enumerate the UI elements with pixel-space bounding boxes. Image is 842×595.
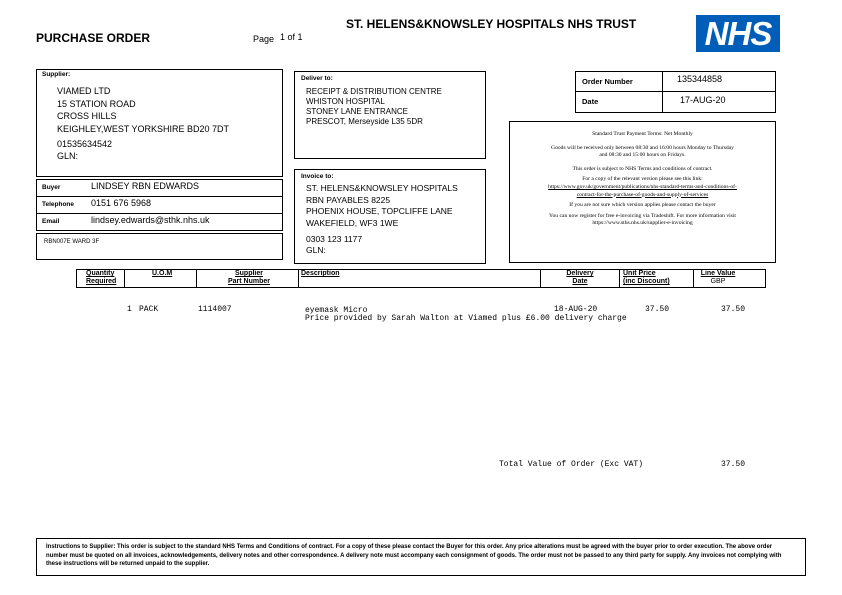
supplier-phone: 01535634542 (57, 139, 113, 149)
header-divider (124, 269, 125, 288)
total-label: Total Value of Order (Exc VAT) (499, 460, 644, 469)
col-uom: U.O.M (152, 270, 173, 277)
col-part-line2: Part Number (227, 278, 270, 285)
row-quantity: 1 (127, 305, 132, 314)
col-price-line2: (inc Discount) (623, 278, 670, 285)
buyer-row-divider (36, 196, 283, 197)
supplier-instructions: Instructions to Supplier: This order is subject to the standard NHS Terms and Conditions of contract. For a copy of these please contact the Buyer for this order. Any price alterations must be agreed with the buyer prior to order execution. The above order number must be quoted on all invoices, acknowledgements, delivery notes and other correspondence. A delivery note must accompany each consignment of goods. The order must not be passed to any third party for supply. Any invoices not complying with these instructions will be returned unpaid to the supplier. (46, 544, 782, 567)
email-label: Email (42, 218, 60, 225)
buyer-email[interactable]: lindsey.edwards@sthk.nhs.uk (91, 215, 210, 225)
deliver-address (306, 87, 442, 127)
invoice-line: WAKEFIELD, WF3 1WE (306, 217, 399, 228)
total-value: 37.50 (721, 460, 746, 469)
order-date-label: Date (582, 97, 599, 106)
page-number: 1 of 1 (280, 32, 303, 42)
buyer-label: Buyer (42, 184, 61, 191)
page-label: Page (253, 34, 275, 44)
terms-line: If you are not sure which version applies please contact the buyer (569, 202, 716, 209)
buyer-telephone: 0151 676 5968 (91, 198, 152, 208)
col-quantity-line2: Required (86, 278, 117, 285)
header-divider (693, 269, 694, 288)
terms-line: and 08:30 and 15:00 hours on Fridays. (599, 152, 686, 159)
terms-link[interactable]: contract-for-the-purchase-of-goods-and-supply-of-services (576, 191, 709, 198)
header-divider (298, 269, 299, 288)
order-info-divider (575, 91, 776, 92)
nhs-logo: NHS (696, 15, 780, 52)
order-info-divider (662, 71, 663, 113)
header-divider (619, 269, 620, 288)
supplier-line: VIAMED LTD (57, 86, 111, 96)
col-part-number (222, 270, 276, 286)
row-part-number: 1114007 (198, 305, 232, 314)
col-price-line1: Unit Price (623, 270, 656, 277)
header-divider (540, 269, 541, 288)
col-line-value (697, 270, 739, 286)
telephone-label: Telephone (42, 201, 75, 208)
supplier-address (57, 85, 229, 135)
col-unit-price (623, 270, 670, 286)
col-description: Description (301, 270, 340, 277)
row-line-value: 37.50 (721, 305, 746, 314)
header-divider (196, 269, 197, 288)
invoice-address (306, 183, 458, 229)
deliver-line: RECEIPT & DISTRIBUTION CENTRE (306, 87, 442, 96)
reference-box (36, 233, 283, 260)
deliver-label: Deliver to: (301, 75, 333, 82)
trust-name: ST. HELENS&KNOWSLEY HOSPITALS NHS TRUST (346, 17, 637, 31)
supplier-line: CROSS HILLS (57, 111, 117, 121)
col-line-line2: GBP (710, 278, 726, 285)
row-uom: PACK (139, 305, 159, 314)
col-delivery-line2: Date (572, 278, 588, 285)
terms-line: You can now register for free e-invoicing via Tradeshift. For more information visit (549, 212, 736, 219)
supplier-line: 15 STATION ROAD (57, 98, 136, 109)
row-description-note: Price provided by Sarah Walton at Viamed plus £6.00 delivery charge (305, 314, 627, 323)
terms-link[interactable]: https://www.sths.nhs.uk/supplier-e-invoicing (592, 220, 693, 227)
deliver-line: WHISTON HOSPITAL (306, 97, 385, 106)
col-delivery-date (563, 270, 597, 286)
row-unit-price: 37.50 (645, 305, 670, 314)
order-number-label: Order Number (582, 77, 633, 86)
col-line-line1: Line Value (700, 270, 736, 277)
deliver-line: STONEY LANE ENTRANCE (306, 107, 408, 116)
row-delivery-date: 18-AUG-20 (554, 305, 598, 314)
buyer-row-divider (36, 213, 283, 214)
col-delivery-line1: Delivery (566, 270, 594, 277)
terms-link[interactable]: https://www.gov.uk/government/publications/nhs-standard-terms-and-conditions-of- (548, 183, 737, 190)
invoice-line: RBN PAYABLES 8225 (306, 194, 391, 205)
terms-line: This order is subject to NHS Terms and conditions of contract. (572, 165, 713, 172)
terms-line: Goods will be received only between 08:30 and 16:00 hours Monday to Thursday (551, 144, 734, 151)
supplier-gln: GLN: (57, 151, 79, 161)
col-quantity (86, 270, 120, 286)
invoice-line: PHOENIX HOUSE, TOPCLIFFE LANE (306, 206, 453, 216)
supplier-label: Supplier: (42, 71, 71, 78)
deliver-line: PRESCOT, Merseyside L35 5DR (306, 117, 423, 126)
col-quantity-line1: Quantity (86, 270, 115, 277)
row-description: eyemask Micro (305, 306, 368, 315)
col-part-line1: Supplier (234, 270, 263, 277)
order-date: 17-AUG-20 (680, 95, 726, 105)
terms-text (511, 131, 774, 228)
order-reference: RBN007E WARD 3F (44, 239, 100, 245)
terms-line: Standard Trust Payment Terms: Net Monthly (592, 131, 693, 137)
invoice-line: ST. HELENS&KNOWSLEY HOSPITALS (306, 183, 458, 193)
buyer-name: LINDSEY RBN EDWARDS (91, 181, 200, 191)
terms-line: For a copy of the relevant version please see this link: (582, 176, 703, 183)
document-title: PURCHASE ORDER (36, 31, 151, 45)
supplier-line: KEIGHLEY,WEST YORKSHIRE BD20 7DT (57, 123, 230, 134)
invoice-phone: 0303 123 1177 (306, 234, 363, 244)
order-number: 135344858 (677, 74, 723, 84)
invoice-gln: GLN: (306, 245, 326, 255)
invoice-label: Invoice to: (301, 173, 334, 180)
